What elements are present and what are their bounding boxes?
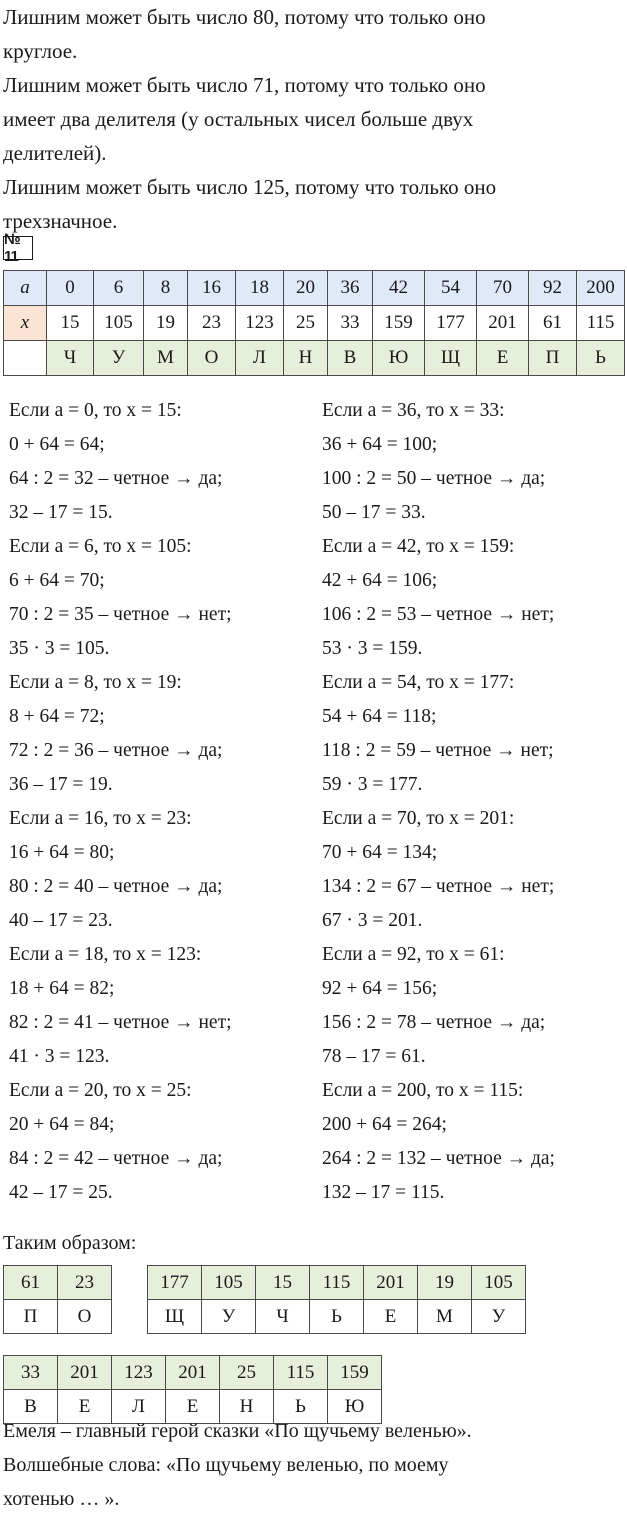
result-letter-cell: О	[58, 1300, 112, 1334]
result-table-1	[3, 1265, 112, 1334]
x-cell: 33	[328, 306, 373, 341]
solution-line: 100 : 2 = 50 – четное → да;	[322, 468, 546, 489]
x-cell: 19	[144, 306, 188, 341]
x-cell: 201	[477, 306, 529, 341]
solution-line: 32 – 17 = 15.	[9, 502, 113, 523]
result-number-cell: 201	[364, 1266, 418, 1300]
solution-line: 50 – 17 = 33.	[322, 502, 426, 523]
a-cell: 16	[188, 271, 236, 306]
result-letters-row	[148, 1300, 526, 1334]
x-cell: 123	[236, 306, 284, 341]
a-cell: 42	[373, 271, 425, 306]
result-number-cell: 23	[58, 1266, 112, 1300]
solution-line: 54 + 64 = 118;	[322, 706, 437, 727]
a-cell: 36	[328, 271, 373, 306]
intro-line: Лишним может быть число 125, потому что только оно	[3, 175, 497, 199]
letter-cell: Щ	[425, 341, 477, 376]
x-cell: 61	[529, 306, 577, 341]
row-a	[4, 271, 625, 306]
solution-line: 132 – 17 = 115.	[322, 1182, 445, 1203]
x-cell: 25	[284, 306, 328, 341]
intro-line: трехзначное.	[3, 209, 118, 233]
letter-cell: Ь	[577, 341, 625, 376]
solutions-right-column	[322, 394, 555, 1210]
solution-line: 0 + 64 = 64;	[9, 434, 105, 455]
task-number-badge: № 11	[3, 236, 33, 260]
solution-line: 80 : 2 = 40 – четное → да;	[9, 876, 223, 897]
x-cell: 23	[188, 306, 236, 341]
result-letter-cell: У	[202, 1300, 256, 1334]
solution-line: Если a = 92, то x = 61:	[322, 944, 505, 965]
result-table-2	[147, 1265, 526, 1334]
result-number-cell: 115	[274, 1356, 328, 1390]
letter-cell: Ч	[47, 341, 94, 376]
result-letter-cell: П	[4, 1300, 58, 1334]
x-header-cell: x	[4, 306, 47, 341]
result-number-cell: 19	[418, 1266, 472, 1300]
result-letter-cell: Л	[112, 1390, 166, 1424]
result-letter-cell: Щ	[148, 1300, 202, 1334]
letter-cell: Ю	[373, 341, 425, 376]
result-number-cell: 25	[220, 1356, 274, 1390]
solution-line: 118 : 2 = 59 – четное → нет;	[322, 740, 554, 761]
result-letter-cell: У	[472, 1300, 526, 1334]
result-number-cell: 61	[4, 1266, 58, 1300]
result-numbers-row	[4, 1356, 382, 1390]
solution-line: Если a = 18, то x = 123:	[9, 944, 202, 965]
result-letter-cell: Н	[220, 1390, 274, 1424]
result-letter-cell: Ю	[328, 1390, 382, 1424]
letter-cell: В	[328, 341, 373, 376]
solution-line: 82 : 2 = 41 – четное → нет;	[9, 1012, 232, 1033]
a-cell: 18	[236, 271, 284, 306]
solution-line: 18 + 64 = 82;	[9, 978, 115, 999]
a-cell: 200	[577, 271, 625, 306]
solution-line: Если a = 54, то x = 177:	[322, 672, 515, 693]
a-cell: 20	[284, 271, 328, 306]
solution-line: Если a = 36, то x = 33:	[322, 400, 505, 421]
result-letter-cell: М	[418, 1300, 472, 1334]
letter-cell: Л	[236, 341, 284, 376]
solution-line: 264 : 2 = 132 – четное → да;	[322, 1148, 555, 1169]
solution-line: 20 + 64 = 84;	[9, 1114, 115, 1135]
result-letter-cell: Ь	[310, 1300, 364, 1334]
solution-line: 8 + 64 = 72;	[9, 706, 105, 727]
outro-line: Емеля – главный герой сказки «По щучьему веленью».	[3, 1420, 472, 1442]
solution-line: 36 + 64 = 100;	[322, 434, 438, 455]
a-header-cell: a	[4, 271, 47, 306]
solution-line: 200 + 64 = 264;	[322, 1114, 447, 1135]
letter-header-cell	[4, 341, 47, 376]
solution-line: Если a = 6, то x = 105:	[9, 536, 192, 557]
a-cell: 70	[477, 271, 529, 306]
outro-line: хотенью … ».	[3, 1488, 120, 1510]
intro-text	[3, 0, 623, 238]
result-letter-cell: Е	[166, 1390, 220, 1424]
solution-line: Если a = 16, то x = 23:	[9, 808, 192, 829]
result-number-cell: 15	[256, 1266, 310, 1300]
solution-line: 70 + 64 = 134;	[322, 842, 438, 863]
result-number-cell: 33	[4, 1356, 58, 1390]
x-cell: 177	[425, 306, 477, 341]
a-cell: 92	[529, 271, 577, 306]
result-letter-cell: Е	[58, 1390, 112, 1424]
solution-line: 78 – 17 = 61.	[322, 1046, 426, 1067]
x-cell: 15	[47, 306, 94, 341]
solution-line: 42 – 17 = 25.	[9, 1182, 113, 1203]
outro-text	[3, 1414, 623, 1516]
solution-line: 53 · 3 = 159.	[322, 638, 423, 659]
solution-line: 6 + 64 = 70;	[9, 570, 105, 591]
value-table	[3, 270, 625, 376]
solution-line: 16 + 64 = 80;	[9, 842, 115, 863]
result-number-cell: 105	[202, 1266, 256, 1300]
result-letter-cell: Ь	[274, 1390, 328, 1424]
letter-cell: О	[188, 341, 236, 376]
outro-line: Волшебные слова: «По щучьему веленью, по моему	[3, 1454, 449, 1476]
result-number-cell: 123	[112, 1356, 166, 1390]
result-number-cell: 201	[166, 1356, 220, 1390]
result-number-cell: 159	[328, 1356, 382, 1390]
letter-cell: Е	[477, 341, 529, 376]
solution-line: 64 : 2 = 32 – четное → да;	[9, 468, 223, 489]
letter-cell: П	[529, 341, 577, 376]
row-x	[4, 306, 625, 341]
a-cell: 8	[144, 271, 188, 306]
summary-label: Таким образом:	[3, 1232, 137, 1254]
solution-line: 72 : 2 = 36 – четное → да;	[9, 740, 223, 761]
letter-cell: У	[94, 341, 144, 376]
a-cell: 6	[94, 271, 144, 306]
solution-line: 35 · 3 = 105.	[9, 638, 110, 659]
solution-line: 42 + 64 = 106;	[322, 570, 438, 591]
a-cell: 54	[425, 271, 477, 306]
solution-line: Если a = 42, то x = 159:	[322, 536, 515, 557]
a-cell: 0	[47, 271, 94, 306]
result-number-cell: 115	[310, 1266, 364, 1300]
solution-line: Если a = 8, то x = 19:	[9, 672, 182, 693]
result-letter-cell: Е	[364, 1300, 418, 1334]
solution-line: 156 : 2 = 78 – четное → да;	[322, 1012, 546, 1033]
intro-line: имеет два делителя (у остальных чисел больше двух	[3, 107, 474, 131]
solution-line: 67 · 3 = 201.	[322, 910, 423, 931]
intro-line: Лишним может быть число 71, потому что только оно	[3, 73, 486, 97]
letter-cell: М	[144, 341, 188, 376]
result-number-cell: 105	[472, 1266, 526, 1300]
result-letter-cell: В	[4, 1390, 58, 1424]
result-number-cell: 201	[58, 1356, 112, 1390]
solution-line: Если a = 200, то x = 115:	[322, 1080, 524, 1101]
solution-line: 40 – 17 = 23.	[9, 910, 113, 931]
solution-line: 134 : 2 = 67 – четное → нет;	[322, 876, 555, 897]
x-cell: 159	[373, 306, 425, 341]
x-cell: 105	[94, 306, 144, 341]
result-number-cell: 177	[148, 1266, 202, 1300]
result-numbers-row	[148, 1266, 526, 1300]
result-letters-row	[4, 1300, 112, 1334]
intro-line: круглое.	[3, 39, 78, 63]
intro-line: Лишним может быть число 80, потому что только оно	[3, 5, 486, 29]
result-numbers-row	[4, 1266, 112, 1300]
solution-line: 70 : 2 = 35 – четное → нет;	[9, 604, 232, 625]
solution-line: Если a = 70, то x = 201:	[322, 808, 515, 829]
solution-line: 59 · 3 = 177.	[322, 774, 423, 795]
x-cell: 115	[577, 306, 625, 341]
solution-line: 92 + 64 = 156;	[322, 978, 438, 999]
row-letters	[4, 341, 625, 376]
letter-cell: Н	[284, 341, 328, 376]
solutions-left-column	[9, 394, 232, 1210]
solution-line: Если a = 20, то x = 25:	[9, 1080, 192, 1101]
result-letter-cell: Ч	[256, 1300, 310, 1334]
intro-line: делителей).	[3, 141, 107, 165]
solution-line: 106 : 2 = 53 – четное → нет;	[322, 604, 555, 625]
solution-line: Если a = 0, то x = 15:	[9, 400, 182, 421]
solution-line: 36 – 17 = 19.	[9, 774, 113, 795]
solution-line: 84 : 2 = 42 – четное → да;	[9, 1148, 223, 1169]
solution-line: 41 · 3 = 123.	[9, 1046, 110, 1067]
